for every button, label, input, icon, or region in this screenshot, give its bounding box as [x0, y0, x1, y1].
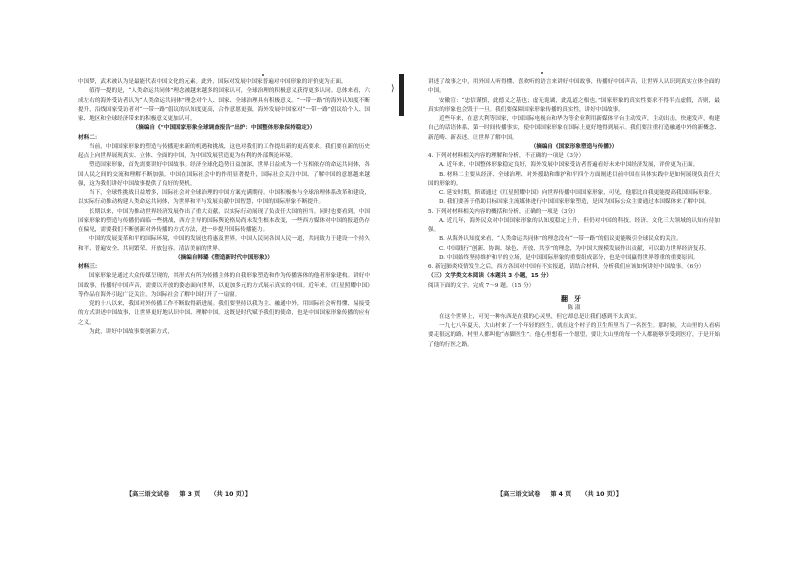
- scan-speck: [262, 74, 264, 76]
- left-page: [78, 78, 370, 482]
- binding-shadow: [399, 74, 404, 116]
- left-footer: [126, 489, 261, 498]
- section-heading: 材料二：: [78, 134, 101, 141]
- paragraph: 长期以来，中国为推动世界经济发展作出了重大贡献，以实际行动展现了负责任大国的担当。同时也要看到，中国国家形象的塑造与传播仍面临一些挑战，西方主导的国际舆论格局尚未发生根本改变，一些西方媒体对中国的报道仍存在偏见，需要我们不断创新对外传播的方式方法，进一步提升国际传播能力。: [78, 208, 370, 233]
- paragraph: 值得一提的是，“人类命运共同体”理念被越来越多的国家认可，全球治理的积极意义获得更多认同。总体来看，六成左右的海外受访者认为“人类命运共同体”理念对个人、国家、全球治理具有积极意义。“一带一路”的海外认知度不断提升，沿线国家受访者对“一带一路”倡议的认知度更高，合作意愿更强，海外发展中国家对“一带一路”倡议给个人、国家、地区和全球经济带来的积极意义更加认可。: [78, 88, 370, 122]
- paragraph: 当前，中国国家形象的塑造与传播迎来新的机遇和挑战，这也对我们的工作提出新的更高要求。我们要在新的历史起点上向世界展现真实、立体、全面的中国，为中国发展营造更为有利的外部舆论环境。: [78, 143, 370, 159]
- scan-speck: [541, 72, 543, 74]
- paragraph: 中国的发展变革和平的国际环境，中国的发展也将惠及世界。中国人民同各国人民一道，共同致力于建设一个持久和平、普遍安全、共同繁荣、开放包容、清洁美丽的世界。: [78, 236, 370, 252]
- section-heading: 材料三：: [78, 264, 101, 270]
- paragraph: A. 近几年，海外民众对中国国家形象的认知度稳定上升，但仍对中国的科技、经济、文化三大领域的认知有待加强。: [428, 217, 720, 233]
- paragraph: 5. 下列对材料相关内容的概括和分析，正确的一项是（3分）: [428, 208, 579, 215]
- paragraph: 安徽宣：“忠信谨慎，此德义之基也；虚无诡谲，此乱道之根也。”国家形象的真实性要求不得半点虚假，否则，最真实的形象也会毁于一旦。我们要保障国家形象传播的真实性，讲好中国故事。: [428, 97, 720, 113]
- footer-total: （共 10 页）】: [581, 491, 623, 498]
- story-title: 翻牙: [561, 293, 587, 303]
- right-footer: [497, 489, 632, 498]
- paragraph: C. 延安时期，斯诺通过《红星照耀中国》向世界传播中国国家形象，可见，他那比自我更能提高我国国际形象。: [439, 190, 716, 196]
- binding-mark: ⟩: [391, 84, 395, 94]
- footer-page-number: 第 3 页: [179, 491, 201, 498]
- source-citation: （摘编自《“中国国家形象全球调查报告”出炉：中国整体形象保持稳定》）: [132, 125, 316, 132]
- footer-total: （共 10 页）】: [210, 491, 252, 498]
- paragraph: 4. 下列对材料相关内容的理解和分析，不正确的一项是（3分）: [428, 153, 585, 159]
- paragraph: 在这个世界上，可见一种东西是在我的心灵里，但它却总是让我们感到不太真实。: [439, 313, 641, 320]
- story-author: 陈 淑: [567, 304, 581, 311]
- paragraph: 阅读下面的文字，完成 7～9 题。（15 分）: [428, 282, 535, 289]
- source-citation: （摘编自韩璐《塑造新时代中国形象》）: [175, 254, 273, 261]
- paragraph: 一九七八年夏天，大山村来了一个年轻的医生，就在这个村子的卫生所里当了一名医生。那时候，大山里的人看病要走很远的路，村里人都叫他“赤脚医生”。他心里想着一个愿望，要让大山里的每一个人都能够享受到医疗，于是开始了他的行医之路。: [428, 323, 720, 348]
- paragraph: 为此，讲好中国故事要创新方式，: [89, 328, 173, 335]
- paragraph: 中国梦，武术被认为是最能代表中国文化的元素。此外，国际对发展中国家普遍对中国形象的评价更为正面。: [78, 79, 347, 85]
- paragraph: 讲述了故事之中，用外国人听得懂、喜欢听的语言来讲好中国故事，传播好中国声音，让世界人认识到真实立体全面的中国。: [428, 79, 720, 95]
- paragraph: 当下，全球性挑战日益增多，国际社会对全球治理的中国方案充满期待。中国积极参与全球治理体系改革和建设，以实际行动推动构建人类命运共同体，为世界和平与发展贡献中国智慧，中国的国际形象不断提升。: [78, 190, 370, 206]
- paragraph: D. 中国始终坚持维护和平的立场，是中国国际形象的重要组成部分，也是中国赢得世界尊重的重要原因。: [439, 254, 699, 261]
- paragraph: B. 材料二主要从经济、全球治理、对外援助和维护和平四个方面阐述目前中国在具体实践中是如何展现负责任大国的形象的。: [428, 171, 720, 187]
- paragraph: 国家形象是通过大众传媒呈现的，其形式有所为传播主体的自我形象塑造和作为传播客体的他者形象建构。讲好中国故事，传播好中国声音，需要以开放的姿态面向世界，以更加多元的方式展示真实的中国。近年来，《红星照耀中国》等作品在海外引起广泛关注，为国际社会了解中国打开了一扇窗。: [78, 273, 370, 298]
- paragraph: B. 从海外认知度来看，“人类命运共同体”的理念没有“一带一路”的倡议更能吸引全球民众的关注。: [439, 236, 682, 243]
- right-page: [428, 78, 720, 482]
- footer-page-number: 第 4 页: [550, 491, 572, 498]
- paragraph: C. 中国践行“创新、协调、绿色、开放、共享”的理念，为中国大规模发展作出贡献，可以助力世界经济复苏。: [439, 245, 710, 252]
- section-heading: （三）文学类文本阅读（本题共 3 小题，15 分）: [428, 273, 552, 280]
- footer-label: 【高三语文试卷: [126, 491, 170, 498]
- paragraph: 党的十八以来，我国对外传播工作不断取得新进展。我们要坚持以我为主、融通中外，用国际社会听得懂、易接受的方式讲述中国故事，让世界更好地认识中国、理解中国。这既是时代赋予我们的使命，也是中国国家形象传播的应有之义。: [78, 301, 370, 326]
- footer-label: 【高三语文试卷: [497, 491, 541, 498]
- paragraph: D. 我们要善于借助目标国家主流媒体进行中国国家形象塑造，是因为国际公众主要通过本国媒体来了解中国。: [439, 199, 710, 206]
- paragraph: 塑造国家形象，首先需要讲好中国故事。经济全球化趋势日益加深，世界日益成为一个互相依存的命运共同体，各国人民之间的交流和理解不断加强。中国在国际社会中的作用显著提升，国际社会关注中国、了解中国的意愿越来越强，这为我们讲好中国故事提供了良好的契机。: [78, 162, 370, 187]
- source-citation: （摘编自《国家形象塑造与传播》）: [530, 143, 618, 150]
- paragraph: 6. 新冠肺炎疫情发生之后，西方各国对中国有不实报道，请结合材料，分析我们应该如何讲好中国故事。（6分）: [428, 264, 705, 270]
- paragraph: A. 近年来，中国整体形象稳定良好，海外发展中国家受访者普遍看好未来中国经济发展，评价更为正面。: [439, 162, 699, 169]
- paragraph: 近些年来，在意大利等国家，中国国际电视台和华为等企业利用新媒体平台主动发声，主动出击，快速发声，构建自己的话语体系，第一时间传播事实，使中国国家形象在国际上更好地得到展示。我们要注重打造融通中外的新概念、新范畴、新表述，让世界了解中国。: [428, 116, 720, 141]
